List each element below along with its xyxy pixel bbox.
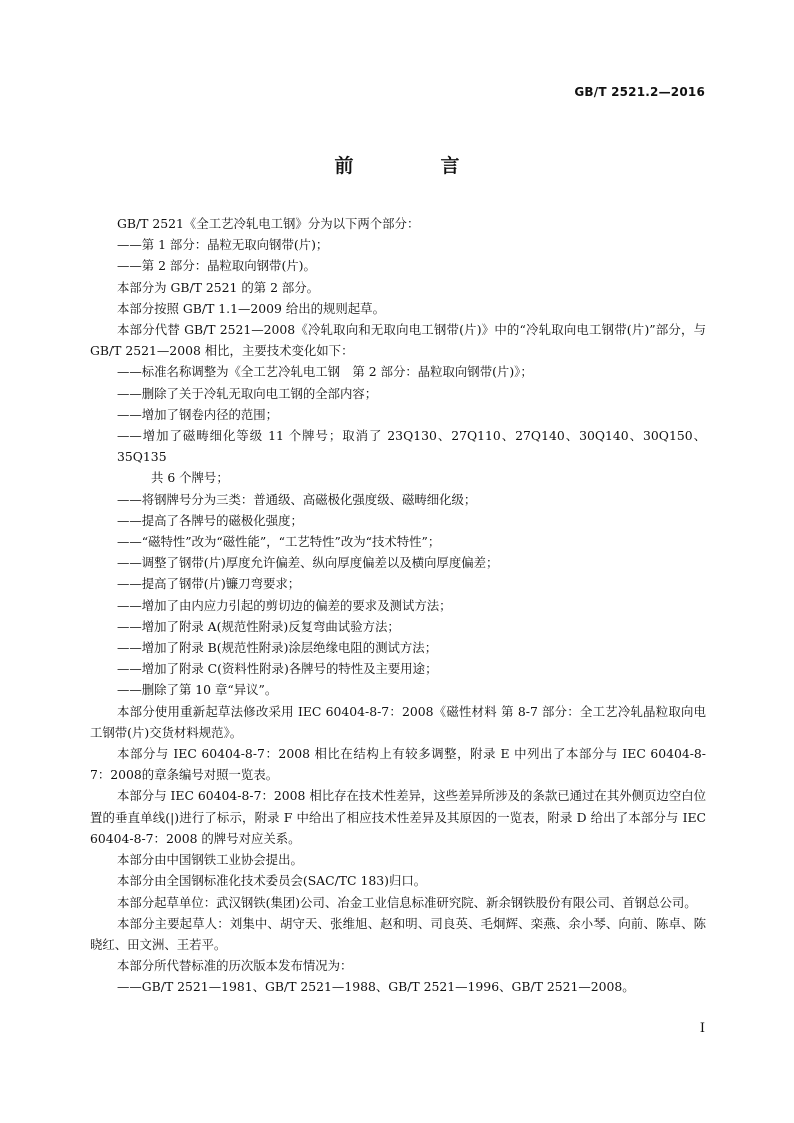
foreword-body	[90, 213, 706, 998]
paragraph: 本部分与 IEC 60404-8-7：2008 相比在结构上有较多调整，附录 E 中列出了本部分与 IEC 60404-8-7：2008的章条编号对照一览表。	[90, 746, 706, 783]
paragraph: 本部分与 IEC 60404-8-7：2008 相比存在技术性差异，这些差异所涉及的条款已通过在其外侧页边空白位置的垂直单线(|)进行了标示，附录 F 中给出了相应技术性差异及其原因的一览表，附录 D 给出了本部分与 IEC 60404-8-7：2008 的牌号对应关系。	[90, 788, 706, 846]
paragraph: 本部分代替 GB/T 2521—2008《冷轧取向和无取向电工钢带(片)》中的“冷轧取向电工钢带(片)”部分，与 GB/T 2521—2008 相比，主要技术变化如下：	[90, 322, 706, 359]
paragraph: 本部分为 GB/T 2521 的第 2 部分。	[117, 279, 320, 295]
list-item: ——增加了附录 B(规范性附录)涂层绝缘电阻的测试方法；	[117, 640, 438, 656]
list-item	[90, 425, 706, 489]
list-item: ——将钢牌号分为三类：普通级、高磁极化强度级、磁畴细化级；	[117, 491, 477, 507]
list-item: ——删除了关于冷轧无取向电工钢的全部内容；	[117, 385, 378, 401]
list-item: ——提高了钢带(片)镰刀弯要求；	[117, 576, 301, 592]
list-item: ——增加了由内应力引起的剪切边的偏差的要求及测试方法；	[117, 597, 452, 613]
list-item: ——增加了附录 A(规范性附录)反复弯曲试验方法；	[117, 618, 400, 634]
page-number: I	[699, 1021, 705, 1036]
paragraph: 本部分按照 GB/T 1.1—2009 给出的规则起草。	[117, 300, 385, 316]
list-item: ——“磁特性”改为“磁性能”，“工艺特性”改为“技术特性”；	[117, 534, 441, 550]
list-item: ——GB/T 2521—1981、GB/T 2521—1988、GB/T 2521—1996、GB/T 2521—2008。	[117, 979, 635, 995]
page-title: 前 言	[334, 155, 494, 177]
list-item: ——提高了各牌号的磁极化强度；	[117, 512, 303, 528]
paragraph: 本部分由中国钢铁工业协会提出。	[117, 852, 303, 868]
paragraph: 本部分使用重新起草法修改采用 IEC 60404-8-7：2008《磁性材料 第 8-7 部分：全工艺冷轧晶粒取向电工钢带(片)交货材料规范》。	[90, 703, 706, 740]
paragraph: 本部分所代替标准的历次版本发布情况为：	[117, 958, 353, 974]
paragraph: 本部分主要起草人：刘集中、胡守天、张维旭、赵和明、司良英、毛炯辉、栾燕、余小琴、向前、陈卓、陈晓红、田文洲、王若平。	[90, 915, 706, 952]
list-item: ——增加了附录 C(资料性附录)各牌号的特性及主要用途；	[117, 661, 438, 677]
paragraph: 本部分起草单位：武汉钢铁(集团)公司、冶金工业信息标准研究院、新余钢铁股份有限公司、首钢总公司。	[117, 894, 697, 910]
list-item: ——标准名称调整为《全工艺冷轧电工钢 第 2 部分：晶粒取向钢带(片)》；	[117, 364, 533, 380]
list-item: ——删除了第 10 章“异议”。	[117, 682, 278, 698]
list-item: ——第 1 部分：晶粒无取向钢带(片)；	[117, 237, 329, 253]
standard-code: GB/T 2521.2—2016	[574, 85, 705, 99]
list-item: ——调整了钢带(片)厚度允许偏差、纵向厚度偏差以及横向厚度偏差；	[117, 555, 499, 571]
list-item: ——增加了钢卷内径的范围；	[117, 406, 279, 422]
paragraph: GB/T 2521《全工艺冷轧电工钢》分为以下两个部分：	[117, 216, 420, 231]
paragraph: 本部分由全国钢标准化技术委员会(SAC/TC 183)归口。	[117, 873, 427, 889]
list-item-continuation: 共 6 个牌号；	[151, 470, 229, 486]
list-item: ——第 2 部分：晶粒取向钢带(片)。	[117, 258, 316, 274]
list-item-text: ——增加了磁畴细化等级 11 个牌号；取消了 23Q130、27Q110、27Q140、30Q140、30Q150、35Q135	[117, 428, 706, 465]
